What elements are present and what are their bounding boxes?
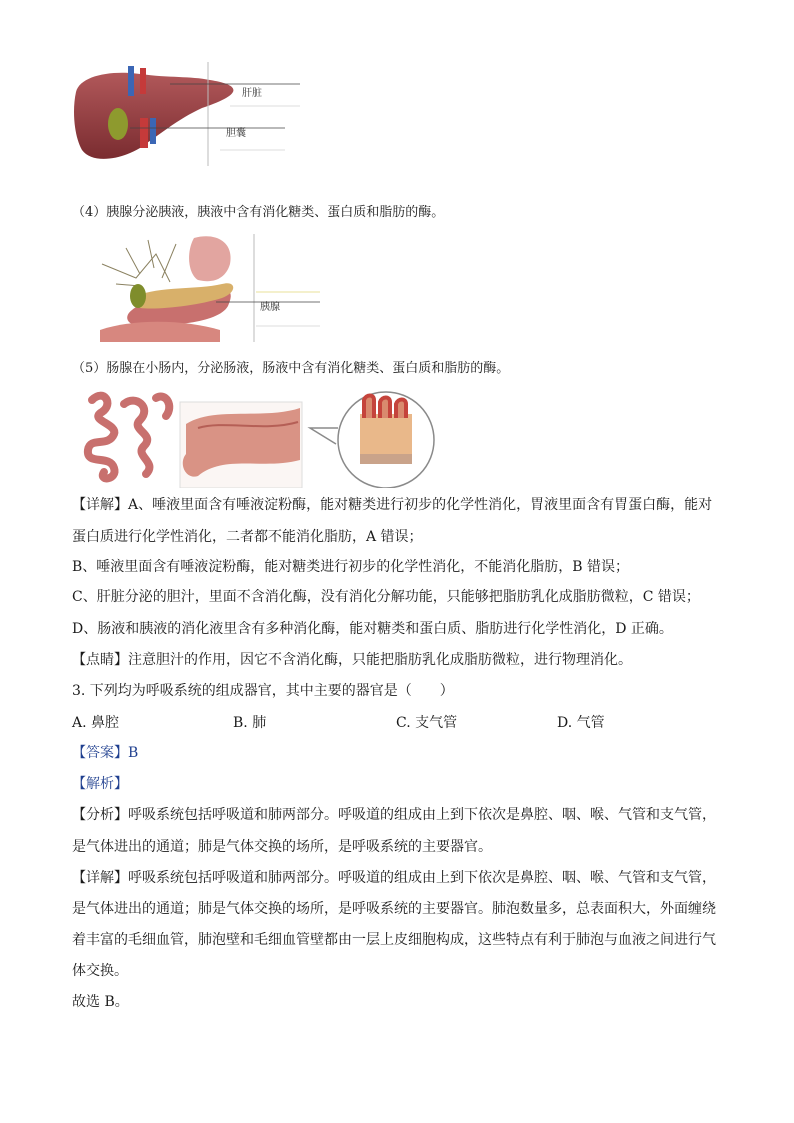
intestine-illustration <box>74 384 436 488</box>
label-liver: 肝脏 <box>242 88 262 99</box>
option-d: D. 气管 <box>557 715 605 731</box>
label-gallbladder: 胆囊 <box>226 128 246 139</box>
q3-detail-line-2: 是气体进出的通道；肺是气体交换的场所，是呼吸系统的主要器官。肺泡数量多，总表面积大，外面缠绕 <box>72 901 716 917</box>
intestine-figure <box>74 384 436 488</box>
label-pancreas: 胰腺 <box>260 302 280 313</box>
liver-figure <box>70 62 302 166</box>
pancreas-illustration <box>96 234 320 342</box>
detail-line-1: 【详解】A、唾液里面含有唾液淀粉酶，能对糖类进行初步的化学性消化，胃液里面含有胃蛋白酶，能对 <box>72 497 713 513</box>
option-a: A. 鼻腔 <box>72 715 120 731</box>
detail-line-2: 蛋白质进行化学性消化，二者都不能消化脂肪，A 错误； <box>72 529 423 545</box>
item-5-text: （5）肠腺在小肠内，分泌肠液，肠液中含有消化糖类、蛋白质和脂肪的酶。 <box>72 361 510 376</box>
option-b: B. 肺 <box>233 715 267 731</box>
option-c: C. 支气管 <box>396 715 458 731</box>
analysis-heading: 【解析】 <box>72 776 128 792</box>
answer-line: 【答案】B <box>72 745 139 761</box>
question-3-stem: 3. 下列均为呼吸系统的组成器官，其中主要的器官是（ ） <box>72 683 454 699</box>
liver-illustration <box>70 62 302 166</box>
q3-detail-line-3: 着丰富的毛细血管，肺泡壁和毛细血管壁都由一层上皮细胞构成，这些特点有利于肺泡与血液之间进行气 <box>72 932 716 948</box>
q3-detail-line-4: 体交换。 <box>72 963 128 979</box>
detail-line-4: C、肝脏分泌的胆汁，里面不含消化酶，没有消化分解功能，只能够把脂肪乳化成脂肪微粒，C 错误； <box>72 589 700 605</box>
tip-line: 【点睛】注意胆汁的作用，因它不含消化酶，只能把脂肪乳化成脂肪微粒，进行物理消化。 <box>72 652 632 668</box>
conclusion-line: 故选 B。 <box>72 994 129 1010</box>
item-4-text: （4）胰腺分泌胰液，胰液中含有消化糖类、蛋白质和脂肪的酶。 <box>72 205 445 220</box>
analysis-line-1: 【分析】呼吸系统包括呼吸道和肺两部分。呼吸道的组成由上到下依次是鼻腔、咽、喉、气管和支气管， <box>72 807 716 823</box>
detail-line-5: D、肠液和胰液的消化液里含有多种消化酶，能对糖类和蛋白质、脂肪进行化学性消化，D 正确。 <box>72 621 673 637</box>
q3-detail-line-1: 【详解】呼吸系统包括呼吸道和肺两部分。呼吸道的组成由上到下依次是鼻腔、咽、喉、气管和支气管， <box>72 870 716 886</box>
analysis-line-2: 是气体进出的通道；肺是气体交换的场所，是呼吸系统的主要器官。 <box>72 839 492 855</box>
pancreas-figure <box>96 234 320 342</box>
detail-line-3: B、唾液里面含有唾液淀粉酶，能对糖类进行初步的化学性消化，不能消化脂肪，B 错误； <box>72 559 630 575</box>
